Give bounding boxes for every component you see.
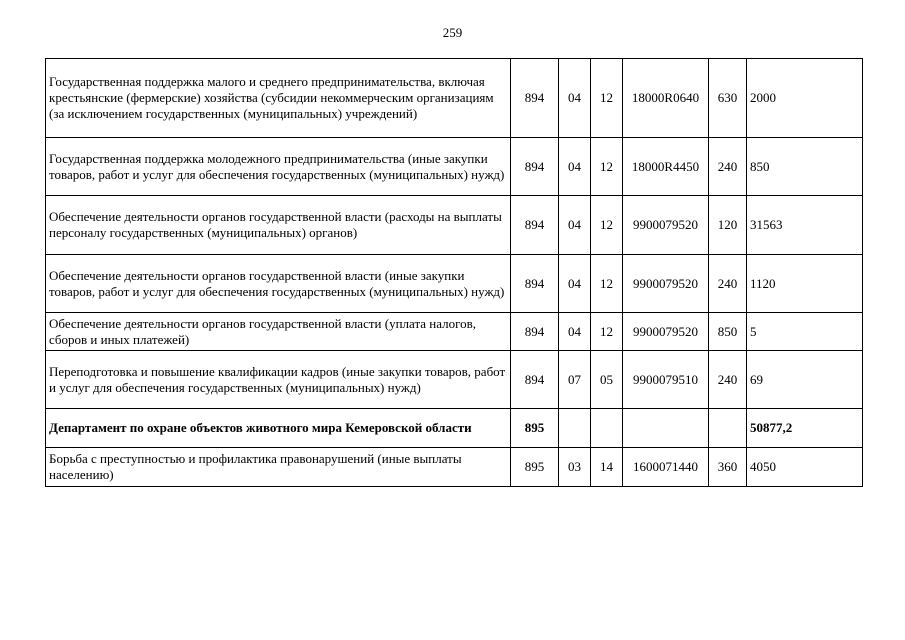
target-code: 1600071440 (623, 448, 709, 487)
page-number: 259 (442, 25, 463, 40)
expense-type-code: 240 (709, 351, 747, 409)
ministry-code: 894 (511, 59, 559, 138)
table-row (46, 196, 863, 255)
table-row (46, 138, 863, 196)
ministry-code: 894 (511, 138, 559, 196)
section-code: 04 (559, 255, 591, 313)
section-code: 04 (559, 196, 591, 255)
sum-value: 5 (747, 313, 863, 351)
sum-value: 4050 (747, 448, 863, 487)
table-row (46, 409, 863, 448)
subsection-code: 12 (591, 59, 623, 138)
row-name: Департамент по охране объектов животного мира Кемеровской области (46, 409, 511, 448)
table-row (46, 59, 863, 138)
expense-type-code: 360 (709, 448, 747, 487)
target-code: 9900079520 (623, 255, 709, 313)
sum-value: 850 (747, 138, 863, 196)
expense-type-code: 120 (709, 196, 747, 255)
row-name: Обеспечение деятельности органов государственной власти (уплата налогов, сборов и иных платежей) (46, 313, 511, 351)
table-row (46, 255, 863, 313)
ministry-code: 894 (511, 255, 559, 313)
expense-type-code (709, 409, 747, 448)
budget-table (45, 58, 863, 487)
section-code: 04 (559, 59, 591, 138)
ministry-code: 894 (511, 196, 559, 255)
subsection-code: 12 (591, 196, 623, 255)
target-code: 9900079520 (623, 313, 709, 351)
subsection-code: 12 (591, 313, 623, 351)
ministry-code: 894 (511, 313, 559, 351)
table-row (46, 313, 863, 351)
sum-value: 2000 (747, 59, 863, 138)
subsection-code: 12 (591, 255, 623, 313)
ministry-code: 894 (511, 351, 559, 409)
expense-type-code: 630 (709, 59, 747, 138)
subsection-code: 14 (591, 448, 623, 487)
sum-value: 1120 (747, 255, 863, 313)
subsection-code: 05 (591, 351, 623, 409)
row-name: Борьба с преступностью и профилактика правонарушений (иные выплаты населению) (46, 448, 511, 487)
section-code (559, 409, 591, 448)
row-name: Обеспечение деятельности органов государственной власти (иные закупки товаров, работ и услуг для обеспечения государственных (муниципальных) нужд) (46, 255, 511, 313)
target-code: 18000R0640 (623, 59, 709, 138)
table-row (46, 448, 863, 487)
sum-value: 69 (747, 351, 863, 409)
subsection-code: 12 (591, 138, 623, 196)
target-code: 9900079510 (623, 351, 709, 409)
section-code: 03 (559, 448, 591, 487)
target-code: 18000R4450 (623, 138, 709, 196)
row-name: Государственная поддержка молодежного предпринимательства (иные закупки товаров, работ и услуг для обеспечения государственных (муниципальных) нужд) (46, 138, 511, 196)
expense-type-code: 240 (709, 138, 747, 196)
sum-value: 50877,2 (747, 409, 863, 448)
expense-type-code: 240 (709, 255, 747, 313)
ministry-code: 895 (511, 448, 559, 487)
row-name: Переподготовка и повышение квалификации кадров (иные закупки товаров, работ и услуг для обеспечения государственных (муниципальных) нужд) (46, 351, 511, 409)
table-row (46, 351, 863, 409)
subsection-code (591, 409, 623, 448)
target-code: 9900079520 (623, 196, 709, 255)
expense-type-code: 850 (709, 313, 747, 351)
ministry-code: 895 (511, 409, 559, 448)
row-name: Обеспечение деятельности органов государственной власти (расходы на выплаты персоналу государственных (муниципальных) органов) (46, 196, 511, 255)
target-code (623, 409, 709, 448)
sum-value: 31563 (747, 196, 863, 255)
section-code: 04 (559, 138, 591, 196)
section-code: 07 (559, 351, 591, 409)
section-code: 04 (559, 313, 591, 351)
row-name: Государственная поддержка малого и среднего предпринимательства, включая крестьянские (фермерские) хозяйства (субсидии некоммерческим организациям (за исключением государственных (муниципальных) учреждений) (46, 59, 511, 138)
